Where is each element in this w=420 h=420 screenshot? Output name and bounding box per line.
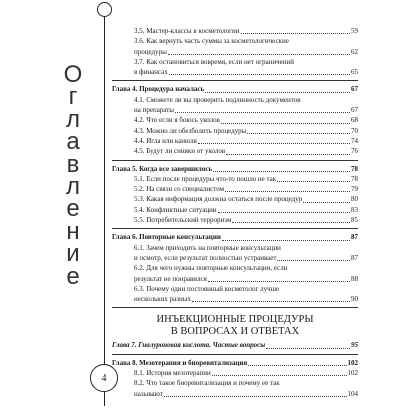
leader-dots xyxy=(212,375,347,376)
vertical-rule xyxy=(104,6,105,406)
toc-entry-text: 5.3. Какая информация должна остаться после процедур xyxy=(134,195,303,204)
leader-dots xyxy=(213,171,350,172)
toc-chapter[interactable] xyxy=(112,340,358,350)
toc-entry-text: 5.1. Если после процедуры что-то пошло не так xyxy=(134,174,277,183)
toc-entry[interactable] xyxy=(112,26,358,36)
divider xyxy=(112,354,358,355)
toc-entry[interactable] xyxy=(112,194,358,204)
toc-chapter-page: 78 xyxy=(351,164,358,173)
toc-entry-text: результат не понравился xyxy=(134,274,207,283)
toc-chapter-page: 102 xyxy=(347,358,358,367)
side-title-letter: в xyxy=(66,150,80,178)
side-title-letter: и xyxy=(66,240,80,268)
part-heading-line: В ВОПРОСАХ И ОТВЕТАХ xyxy=(170,326,300,338)
toc-entry-text: процедуры xyxy=(134,47,167,56)
toc-chapter[interactable] xyxy=(112,358,358,368)
toc-chapter-page: 67 xyxy=(351,85,358,94)
leader-dots xyxy=(248,365,346,366)
toc-entry[interactable] xyxy=(112,263,358,273)
leader-dots xyxy=(232,222,350,223)
leader-dots xyxy=(303,202,350,203)
toc-entry-text: 5.2. На связи со специалистом xyxy=(134,185,225,194)
leader-dots xyxy=(266,348,350,349)
leader-dots xyxy=(226,154,350,155)
toc-entry[interactable] xyxy=(112,95,358,105)
leader-dots xyxy=(277,260,350,261)
toc-entry-text: 6.2. Для чего нужны повторные консультации, если xyxy=(134,264,288,273)
toc-chapter-title: Глава 6. Повторные консультации xyxy=(112,233,221,242)
toc-entry[interactable] xyxy=(112,126,358,136)
side-title xyxy=(60,61,86,290)
toc-chapter[interactable] xyxy=(112,164,358,174)
toc-entry[interactable] xyxy=(112,215,358,225)
toc-entry-text: на препараты xyxy=(134,106,174,115)
side-title-letter: а xyxy=(66,128,80,156)
divider xyxy=(112,228,358,229)
toc-entry-page: 59 xyxy=(351,27,358,35)
toc-entry[interactable] xyxy=(112,115,358,125)
toc-entry-text: 3.5. Мастер-классы в косметологии xyxy=(134,27,240,35)
table-of-contents xyxy=(112,26,358,399)
toc-entry-text: 6.1. Зачем приходить на повторные консультации xyxy=(134,243,281,252)
toc-entry[interactable] xyxy=(112,174,358,184)
toc-entry-page: 102 xyxy=(347,369,358,378)
toc-entry[interactable] xyxy=(112,378,358,388)
toc-entry-page: 78 xyxy=(351,174,358,183)
toc-entry-text: 4.3. Можно ли обезболить процедуры xyxy=(134,126,247,135)
leader-dots xyxy=(247,133,350,134)
toc-entry-page: 80 xyxy=(351,195,358,204)
leader-dots xyxy=(164,396,347,397)
leader-dots xyxy=(175,112,350,113)
toc-entry-text: в финансах xyxy=(134,68,168,77)
toc-entry-page: 87 xyxy=(351,253,358,262)
side-title-letter: л xyxy=(65,173,80,201)
leader-dots xyxy=(192,301,350,302)
toc-entry-text: 3.7. Как остановиться вовремя, если нет ограничений xyxy=(134,57,294,66)
toc-entry-page: 90 xyxy=(351,295,358,304)
toc-entry-continued[interactable] xyxy=(112,67,358,77)
toc-chapter-title: Глава 4. Процедура началась xyxy=(112,85,205,94)
divider xyxy=(112,80,358,81)
leader-dots xyxy=(277,181,350,182)
toc-entry-continued[interactable] xyxy=(112,389,358,399)
leader-dots xyxy=(198,143,350,144)
toc-entry-page: 79 xyxy=(351,185,358,194)
toc-chapter[interactable] xyxy=(112,84,358,94)
toc-entry[interactable] xyxy=(112,243,358,253)
toc-chapter-title: Глава 7. Гиалуроновая кислота. Частые вопросы xyxy=(112,341,266,350)
toc-entry-page: 62 xyxy=(351,47,358,56)
toc-entry[interactable] xyxy=(112,284,358,294)
toc-entry-continued[interactable] xyxy=(112,253,358,263)
toc-chapter-page: 87 xyxy=(351,233,358,242)
part-heading xyxy=(112,314,358,338)
toc-entry[interactable] xyxy=(112,146,358,156)
toc-entry-continued[interactable] xyxy=(112,105,358,115)
toc-entry-text: 4.1. Сможете ли вы проверить подлинность документов xyxy=(134,95,301,104)
toc-entry[interactable] xyxy=(112,57,358,67)
toc-entry-text: называют xyxy=(134,389,163,398)
toc-entry-continued[interactable] xyxy=(112,47,358,57)
side-title-letter: н xyxy=(66,217,80,245)
toc-entry-text: 4.2. Что если я боюсь уколов xyxy=(134,116,220,125)
toc-entry[interactable] xyxy=(112,136,358,146)
side-title-letter: г xyxy=(68,83,78,111)
toc-entry-text: 6.3. Почему один постоянный косметолог лучше xyxy=(134,284,280,293)
toc-entry-continued[interactable] xyxy=(112,274,358,284)
toc-entry-text: 5.4. Конфликтные ситуации xyxy=(134,205,217,214)
leader-dots xyxy=(241,33,350,34)
toc-entry-text: 8.2. Что такое биоревитализация и почему ее так xyxy=(134,379,280,388)
toc-entry-page: 74 xyxy=(351,136,358,145)
toc-entry-page: 85 xyxy=(351,216,358,225)
toc-entry-page: 83 xyxy=(351,205,358,214)
toc-chapter-page: 95 xyxy=(351,341,358,350)
divider xyxy=(112,160,358,161)
leader-dots xyxy=(168,54,350,55)
page-number: 4 xyxy=(90,364,118,392)
toc-entry-page: 67 xyxy=(351,106,358,115)
leader-dots xyxy=(208,281,350,282)
toc-entry-text: нескольких разных xyxy=(134,295,191,304)
side-title-letter: е xyxy=(66,195,80,223)
toc-entry-page: 65 xyxy=(351,68,358,77)
side-title-letter: л xyxy=(65,105,80,133)
toc-entry[interactable] xyxy=(112,184,358,194)
toc-entry-text: 5.5. Потребительский терроризм xyxy=(134,216,232,225)
side-title-letter: е xyxy=(66,262,80,290)
side-title-letter: О xyxy=(63,61,83,88)
part-heading-line: ИНЪЕКЦИОННЫЕ ПРОЦЕДУРЫ xyxy=(156,314,314,326)
toc-entry-page: 88 xyxy=(351,274,358,283)
toc-entry-text: 4.4. Игла или канюля xyxy=(134,136,197,145)
toc-entry-page: 68 xyxy=(351,116,358,125)
toc-chapter[interactable] xyxy=(112,232,358,242)
leader-dots xyxy=(225,191,350,192)
toc-entry[interactable] xyxy=(112,36,358,46)
toc-entry-continued[interactable] xyxy=(112,294,358,304)
leader-dots xyxy=(221,123,350,124)
toc-entry-text: и осмотр, если результат полностью устраивает xyxy=(134,253,277,262)
divider xyxy=(112,307,358,308)
toc-chapter-title: Глава 8. Мезотерапия и биоревитализация xyxy=(112,358,248,367)
leader-dots xyxy=(169,74,350,75)
leader-dots xyxy=(218,212,350,213)
leader-dots xyxy=(222,240,350,241)
leader-dots xyxy=(205,92,350,93)
toc-entry-page: 70 xyxy=(351,126,358,135)
toc-entry-text: 8.1. История мезотерапии xyxy=(134,369,211,378)
toc-entry-text: 4.5. Будут ли синяки от уколов xyxy=(134,147,226,156)
toc-entry[interactable] xyxy=(112,205,358,215)
toc-entry-page: 76 xyxy=(351,147,358,156)
toc-chapter-title: Глава 5. Когда все завершилось xyxy=(112,164,213,173)
toc-entry[interactable] xyxy=(112,368,358,378)
toc-entry-page: 104 xyxy=(347,389,358,398)
toc-entry-text: 3.6. Как вернуть часть суммы за косметологические xyxy=(134,37,289,46)
circle-ornament xyxy=(97,2,112,17)
